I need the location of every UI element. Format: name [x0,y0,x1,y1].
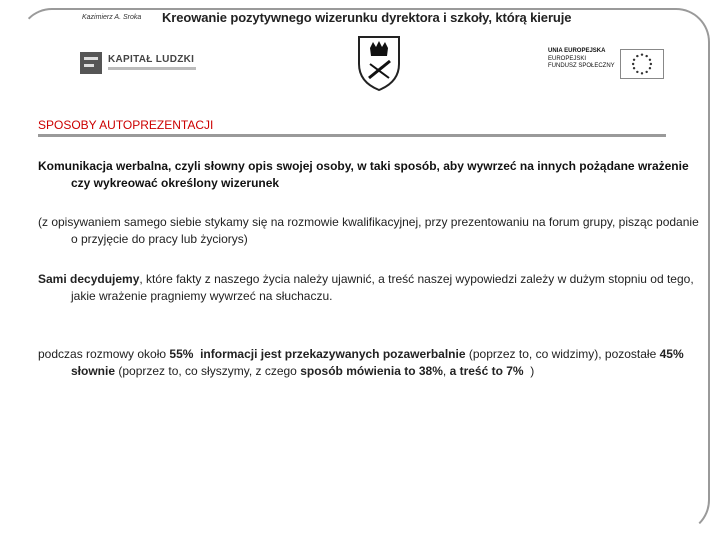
text-segment: (poprzez to, co słyszymy, z czego [115,364,301,378]
kapital-ludzki-name: KAPITAŁ LUDZKI [108,54,195,65]
text-decide-rest: , które fakty z naszego życia należy ujawnić, a treść naszej wypowiedzi zależy w dużym stopniu od tego, jakie wrażenie pragniemy wywrzeć na słuchaczu. [71,272,694,303]
text-segment: (poprzez to, co widzimy), pozostałe [465,347,660,361]
bold-38-percent: sposób mówienia to 38% [300,364,443,378]
kapital-ludzki-emblem-icon [80,52,102,74]
eu-line3: FUNDUSZ SPOŁECZNY [548,63,615,69]
eu-flag-icon [620,49,664,79]
bold-verbal: słownie [71,364,116,378]
bold-45-percent: 45% [659,347,684,361]
bold-55-percent: 55% [169,347,194,361]
bold-decide: Sami decydujemy [38,272,140,286]
bold-7-percent: a treść to 7% [449,364,524,378]
paragraph-verbal-communication: Komunikacja werbalna, czyli słowny opis swojej osoby, w taki sposób, aby wywrzeć na innych pożądane wrażenie czy wykreować określony wizerunek [38,159,689,190]
text-segment: , [442,364,450,378]
eu-line2: EUROPEJSKI [548,55,587,62]
paragraph-decisions [38,271,702,305]
header-title: Kreowanie pozytywnego wizerunku dyrektora i szkoły, którą kieruje [162,10,572,25]
eu-logo [548,48,666,80]
author-name: Kazimierz A. Sroka [82,14,142,21]
section-divider [38,134,666,137]
section-title: SPOSOBY AUTOPREZENTACJI [38,118,214,132]
text-segment: ) [523,364,535,378]
bold-nonverbal: informacji jest przekazywanych pozawerbalnie [200,347,466,361]
kapital-ludzki-logo [78,50,198,76]
paragraph-percentages [38,346,702,380]
paragraph-self-description: (z opisywaniem samego siebie stykamy się na rozmowie kwalifikacyjnej, przy prezentowaniu na forum grupy, pisząc podanie o przyjęcie do pracy lub życiorys) [38,215,699,246]
crest-icon [356,34,402,92]
eu-line1: UNIA EUROPEJSKA [548,48,606,54]
kapital-ludzki-subtitle-bar [108,67,196,70]
text-segment: podczas rozmowy około [38,347,170,361]
